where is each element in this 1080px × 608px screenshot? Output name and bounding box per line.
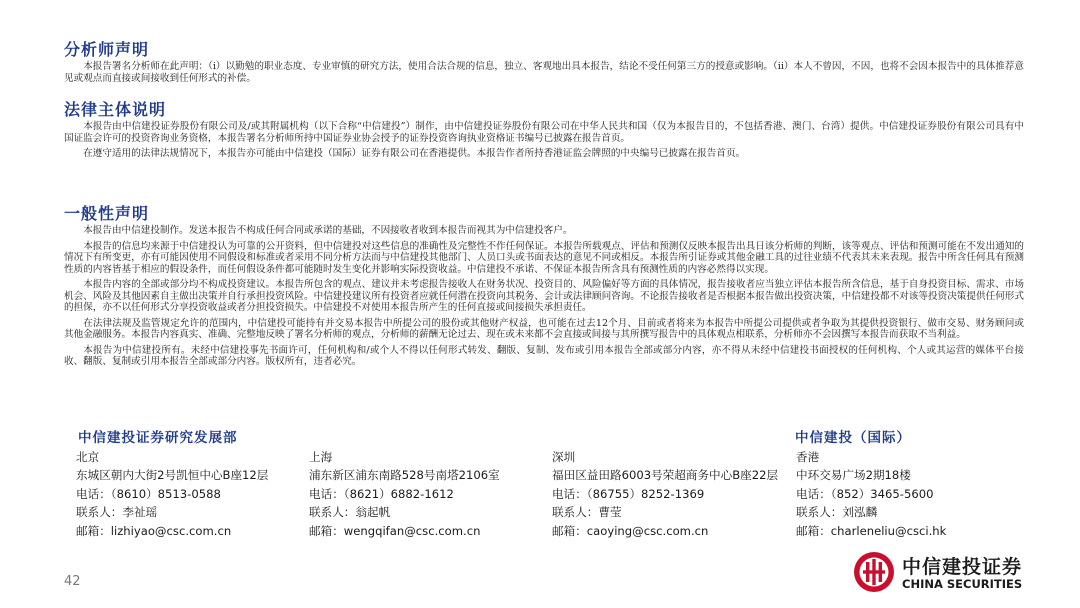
general-paragraph-3: 本报告内容的全部或部分均不构成投资建议。本报告所包含的观点、建议并未考虑报告接收人在财务状况、投资目的、风险偏好等方面的具体情况，报告接收者应当独立评估本报告所含信息，基于自身投资目标、需求、市场机会、风险及其他因素自主做出决策并自行承担投资风险。中信建投建议所有投资者应就任何潜在投资向其税务、会计或法律顾问咨询。不论报告接收者是否根据本报告做出投资决策，中信建投都不对该等投资决策提供任何形式的担保，亦不以任何形式分享投资收益或者分担投资损失。中信建投不对使用本报告所产生的任何直接或间接损失承担责任。 xyxy=(64,279,1024,313)
office-address: 东城区朝内大街2号凯恒中心B座12层 xyxy=(76,468,269,483)
company-logo xyxy=(852,548,1028,596)
china-securities-logo-icon xyxy=(852,550,896,594)
office-contact: 联系人：曹莹 xyxy=(552,505,622,520)
page-number: 42 xyxy=(64,574,81,589)
analyst-statement-section xyxy=(64,40,1024,84)
analyst-statement-paragraph: 本报告署名分析师在此声明：（i）以勤勉的职业态度、专业审慎的研究方法，使用合法合规的信息，独立、客观地出具本报告，结论不受任何第三方的授意或影响。（ii）本人不曾因，不因，也将不会因本报告中的具体推荐意见或观点而直接或间接收到任何形式的补偿。 xyxy=(64,61,1024,84)
general-paragraph-4: 在法律法规及监管规定允许的范围内，中信建投可能持有并交易本报告中所提公司的股份或其他财产权益，也可能在过去12个月、目前或者将来为本报告中所提公司提供或者争取为其提供投资银行、做市交易、财务顾问或其他金融服务。本报告内容真实、准确、完整地反映了署名分析师的观点，分析师的薪酬无论过去、现在或未来都不会直接或间接与其所撰写报告中的具体观点相联系，分析师亦不会因撰写本报告而获取不当利益。 xyxy=(64,317,1024,340)
logo-chinese-name: 中信建投证券 xyxy=(902,556,1023,578)
logo-english-name: CHINA SECURITIES xyxy=(902,577,1023,591)
general-paragraph-5: 本报告为中信建投所有。未经中信建投事先书面许可，任何机构和/或个人不得以任何形式转发、翻版、复制、发布或引用本报告全部或部分内容，亦不得从未经中信建投书面授权的任何机构、个人或其运营的媒体平台接收、翻版、复制或引用本报告全部或部分内容。版权所有，违者必究。 xyxy=(64,344,1024,367)
general-paragraph-1: 本报告由中信建投制作。发送本报告不构成任何合同或承诺的基础，不因接收者收到本报告而视其为中信建投客户。 xyxy=(83,225,573,236)
office-phone: 电话：（8621）6882-1612 xyxy=(309,486,454,501)
office-contact: 联系人：翁起帆 xyxy=(309,505,391,520)
legal-paragraph-2: 在遵守适用的法律法规情况下，本报告亦可能由中信建投（国际）证券有限公司在香港提供。本报告作者所持香港证监会牌照的中央编号已披露在报告首页。 xyxy=(83,148,746,159)
office-contact: 联系人：李祉瑶 xyxy=(76,505,158,520)
office-city: 北京 xyxy=(76,450,100,464)
office-address: 中环交易广场2期18楼 xyxy=(796,468,911,483)
office-phone: 电话：（8610）8513-0588 xyxy=(76,486,221,501)
office-beijing xyxy=(76,448,286,540)
office-email: 邮箱：lizhiyao@csc.com.cn xyxy=(76,523,232,538)
office-phone: 电话：（852）3465-5600 xyxy=(796,486,934,501)
office-email: 邮箱：charleneliu@csci.hk xyxy=(796,523,947,538)
international-heading: 中信建投（国际） xyxy=(795,430,911,446)
office-contact: 联系人：刘泓麟 xyxy=(796,505,878,520)
office-shanghai xyxy=(309,448,539,540)
research-dept-heading: 中信建投证券研究发展部 xyxy=(78,430,238,446)
legal-paragraph-1: 本报告由中信建投证券股份有限公司及/或其附属机构（以下合称“中信建投”）制作，由中信建投证券股份有限公司在中华人民共和国（仅为本报告目的，不包括香港、澳门、台湾）提供。中信建投证券股份有限公司具有中国证监会许可的投资咨询业务资格，本报告署名分析师所持中国证券业协会授予的证券投资咨询执业资格证书编号已披露在报告首页。 xyxy=(64,121,1024,144)
legal-entity-title: 法律主体说明 xyxy=(64,100,167,119)
general-statement-section xyxy=(64,204,1024,368)
office-address: 福田区益田路6003号荣超商务中心B座22层 xyxy=(552,468,779,483)
office-shenzhen xyxy=(552,448,787,540)
analyst-statement-title: 分析师声明 xyxy=(64,40,150,59)
office-city: 香港 xyxy=(796,450,820,464)
office-city: 深圳 xyxy=(552,450,576,464)
legal-entity-section xyxy=(64,100,1024,160)
office-city: 上海 xyxy=(309,450,333,464)
office-phone: 电话：（86755）8252-1369 xyxy=(552,486,705,501)
office-email: 邮箱：wengqifan@csc.com.cn xyxy=(309,523,481,538)
general-statement-title: 一般性声明 xyxy=(64,204,150,223)
office-address: 浦东新区浦东南路528号南塔2106室 xyxy=(309,468,500,483)
office-email: 邮箱：caoying@csc.com.cn xyxy=(552,523,709,538)
general-paragraph-2: 本报告的信息均来源于中信建投认为可靠的公开资料，但中信建投对这些信息的准确性及完整性不作任何保证。本报告所载观点、评估和预测仅反映本报告出具日该分析师的判断，该等观点、评估和预测可能在不发出通知的情况下有所变更，亦有可能因使用不同假设和标准或者采用不同分析方法而与中信建投其他部门、人员口头或书面表达的意见不同或相反。本报告所引证券或其他金融工具的过往业绩不代表其未来表现。报告中所含任何具有预测性质的内容皆基于相应的假设条件，而任何假设条件都可能随时发生变化并影响实际投资收益。中信建投不承诺、不保证本报告所含具有预测性质的内容必然得以实现。 xyxy=(64,240,1024,275)
office-hongkong xyxy=(796,448,1016,540)
